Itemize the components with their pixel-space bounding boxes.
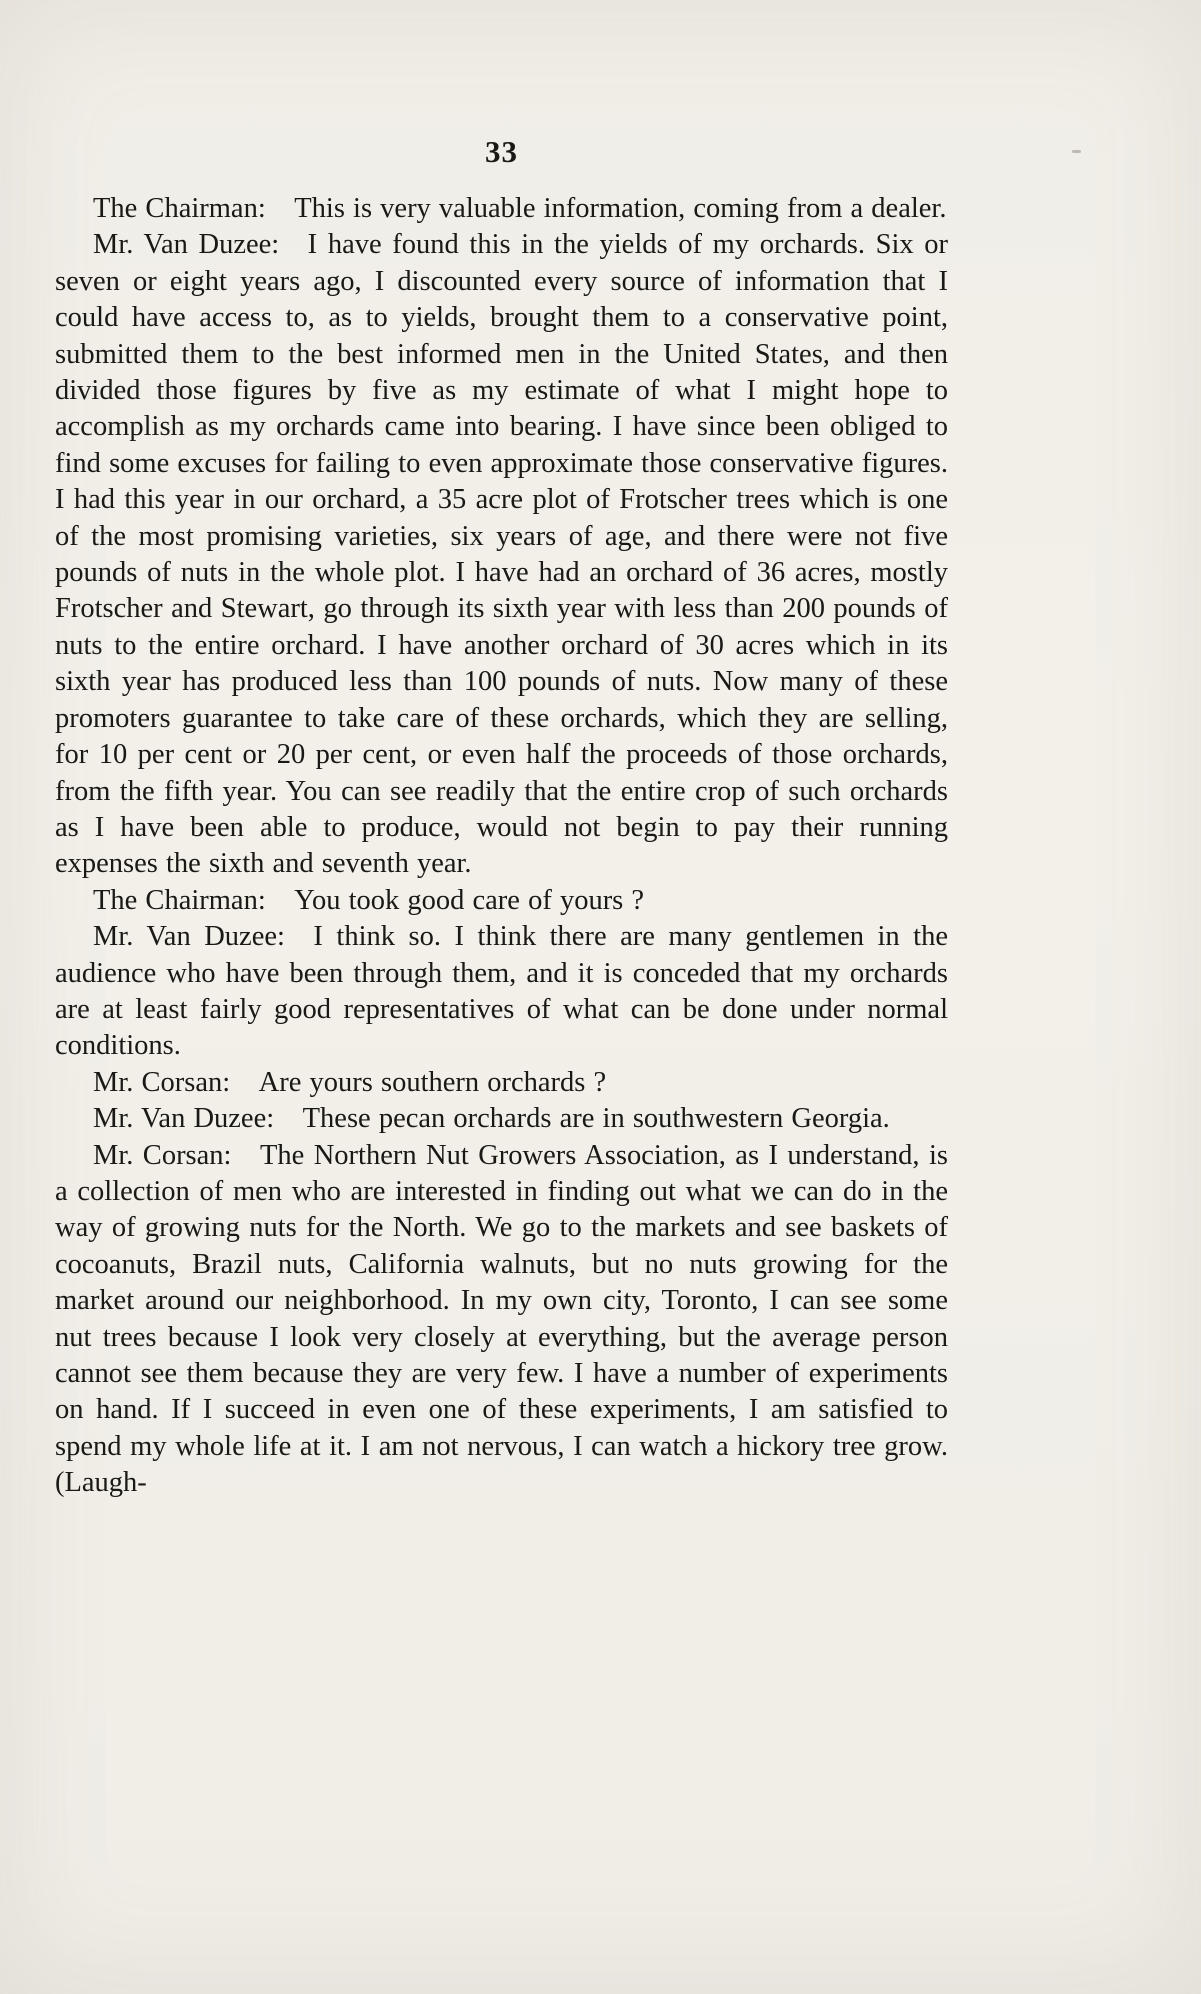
paragraph-corsan-1: Mr. Corsan: Are yours southern orchards ? xyxy=(93,1066,607,1098)
paragraph-van-duzee-1: Mr. Van Duzee: I have found this in the yields of my orchards. Six or seven or eight years ago, I discounted every source of information that I could have access to, as to yields, brought them to a conservative point, submitted them to the best informed men in the United States, and then divided those figures by five as my estimate of what I might hope to accomplish as my orchards came into bearing. I have since been obliged to find some excuses for failing to even approximate those conservative figures. I had this year in our orchard, a 35 acre plot of Frotscher trees which is one of the most promising varieties, six years of age, and there were not five pounds of nuts in the whole plot. I have had an orchard of 36 acres, mostly Frotscher and Stewart, go through its sixth year with less than 200 pounds of nuts to the entire orchard. I have another orchard of 30 acres which in its sixth year has produced less than 100 pounds of nuts. Now many of these promoters guarantee to take care of these orchards, which they are selling, for 10 per cent or 20 per cent, or even half the proceeds of those orchards, from the fifth year. You can see readily that the entire crop of such orchards as I have been able to produce, would not begin to pay their running expenses the sixth and seventh year. xyxy=(55,229,948,880)
page-number: 33 xyxy=(485,134,518,169)
paragraph-chairman-1: The Chairman: This is very valuable information, coming from a dealer. xyxy=(93,193,947,224)
paragraph-van-duzee-2: Mr. Van Duzee: I think so. I think there are many gentlemen in the audience who have been through them, and it is conceded that my orchards are at least fairly good representatives of what can be done under normal conditions. xyxy=(55,921,948,1062)
scan-artifact xyxy=(1072,150,1081,153)
paragraph-corsan-2: Mr. Corsan: The Northern Nut Growers Association, as I understand, is a collection of men who are interested in finding out what we can do in the way of growing nuts for the North. We go to the markets and see baskets of cocoanuts, Brazil nuts, California walnuts, but no nuts growing for the market around our neighborhood. In my own city, Toronto, I can see some nut trees because I look very closely at everything, but the average person cannot see them because they are very few. I have a number of experiments on hand. If I succeed in even one of these experiments, I am satisfied to spend my whole life at it. I am not nervous, I can watch a hickory tree grow. (Laugh- xyxy=(55,1139,948,1499)
paragraph-van-duzee-3: Mr. Van Duzee: These pecan orchards are in southwestern Georgia. xyxy=(93,1103,890,1135)
paragraph-chairman-2: The Chairman: You took good care of yours ? xyxy=(93,884,645,916)
text-block xyxy=(55,191,948,1502)
